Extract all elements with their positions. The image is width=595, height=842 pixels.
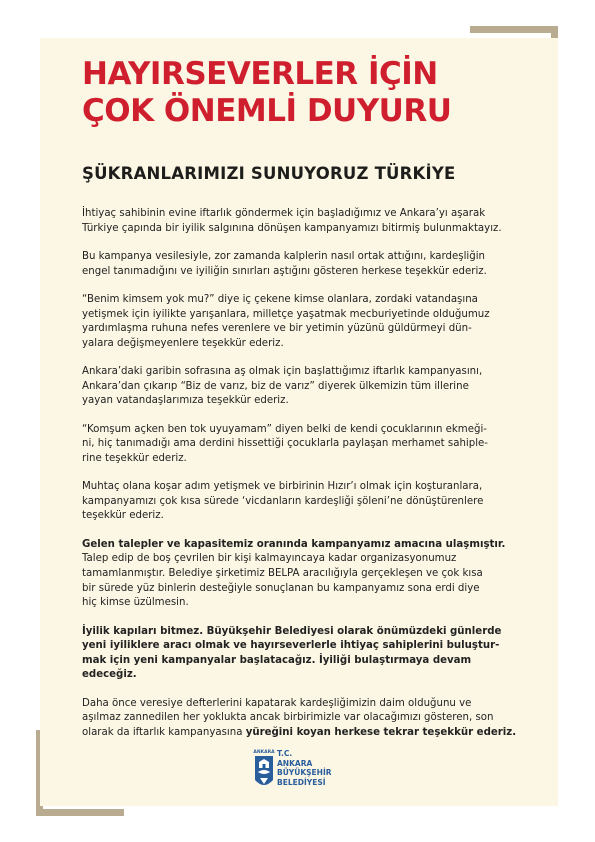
page-subtitle: ŞÜKRANLARIMIZI SUNUYORUZ TÜRKİYE <box>82 164 456 183</box>
logo-text <box>277 749 332 787</box>
ankara-emblem-icon <box>253 748 275 792</box>
paragraph-3: “Benim kimsem yok mu?” diye iç çekene kimse olanlara, zordaki vatandaşına yetişmek için iyilikte yarışanlara, milletçe yaşatmak mecburiyetinde olduğumuz yardımlaşma ruhuna nefes verenlere ve bir yetimin yüzünü güldürmeyi dün- yalara değişmeyenlere teşekkür ederiz. <box>82 293 490 349</box>
paragraph-9-normal: Daha önce veresiye defterlerini kapatarak kardeşliğimizin daim olduğunu ve aşılmaz zannedilen her yoklukta ancak birbirimizle var olacağımızı gösteren, son olarak da iftarlık kampanyasına <box>82 697 494 738</box>
paragraph-8: İyilik kapıları bitmez. Büyükşehir Belediyesi olarak önümüzdeki günlerde yeni iyiliklere aracı olmak ve hayırseverlerle ihtiyaç sahiplerini buluştur- mak için yeni kampanyalar başlatacağız. İyiliği bulaştırmaya devam edeceğiz. <box>82 625 502 681</box>
corner-accent-top-right <box>470 26 558 33</box>
logo-line-3: BÜYÜKŞEHİR <box>277 768 332 777</box>
logo-line-4: BELEDİYESİ <box>277 777 326 787</box>
paragraph-7 <box>82 538 532 611</box>
paragraph-4: Ankara’daki garibin sofrasına aş olmak için başlattığımız iftarlık kampanyasını, Ankara’dan çıkarıp “Biz de varız, biz de varız” diyerek ülkemizin tüm illerine yayan vatandaşlarımıza teşekkür ederiz. <box>82 366 483 407</box>
corner-accent-bottom-left <box>36 809 124 816</box>
emblem-text: ANKARA <box>253 750 275 755</box>
paragraph-9-bold: yüreğini koyan herkese tekrar teşekkür ederiz. <box>245 727 517 738</box>
paragraph-6: Muhtaç olana koşar adım yetişmek ve birbirinin Hızır’ı olmak için koşturanlara, kampanyamızı çok kısa sürede ‘vicdanların kardeşliği şöleni’ne dönüştürenlere teşekkür ederiz. <box>82 481 484 522</box>
title-line-1: HAYIRSEVERLER İÇİN <box>82 56 438 92</box>
logo-line-2: ANKARA <box>277 758 313 768</box>
paragraph-7-bold: Gelen talepler ve kapasitemiz oranında kampanyamız amacına ulaşmıştır. <box>82 538 506 550</box>
announcement-body <box>82 207 532 754</box>
ankara-municipality-logo <box>253 748 363 794</box>
paragraph-1: İhtiyaç sahibinin evine iftarlık göndermek için başladığımız ve Ankara’yı aşarak Türkiye çapında bir iyilik salgınına dönüşen kampanyamızı bitirmiş bulunmaktayız. <box>82 208 502 234</box>
page-title <box>82 56 532 130</box>
paragraph-7-rest: Talep edip de boş çevrilen bir kişi kalmayıncaya kadar organizasyonumuz tamamlanmıştır. Belediye şirketimiz BELPA aracılığıyla gerçekleşen ve çok kısa bir sürede yüz binlerin desteğiyle sonuçlanan bu kampanyamız sona erdi diye hiç kimse üzülmesin. <box>82 553 483 609</box>
paragraph-2: Bu kampanya vesilesiyle, zor zamanda kalplerin nasıl ortak attığını, kardeşliğin engel tanımadığını ve iyiliğin sınırları aştığını gösteren herkese teşekkür ederiz. <box>82 250 487 277</box>
title-line-2: ÇOK ÖNEMLİ DUYURU <box>82 93 452 129</box>
logo-line-1: T.C. <box>277 749 293 758</box>
paragraph-5: “Komşum açken ben tok uyuyamam” diyen belki de kendi çocuklarının ekmeği- ni, hiç tanımadığı ama derdini hissettiği çocuklarla paylaşan merhamet sahiple- rine teşekkür ederiz. <box>82 423 488 464</box>
paragraph-9 <box>82 697 532 741</box>
